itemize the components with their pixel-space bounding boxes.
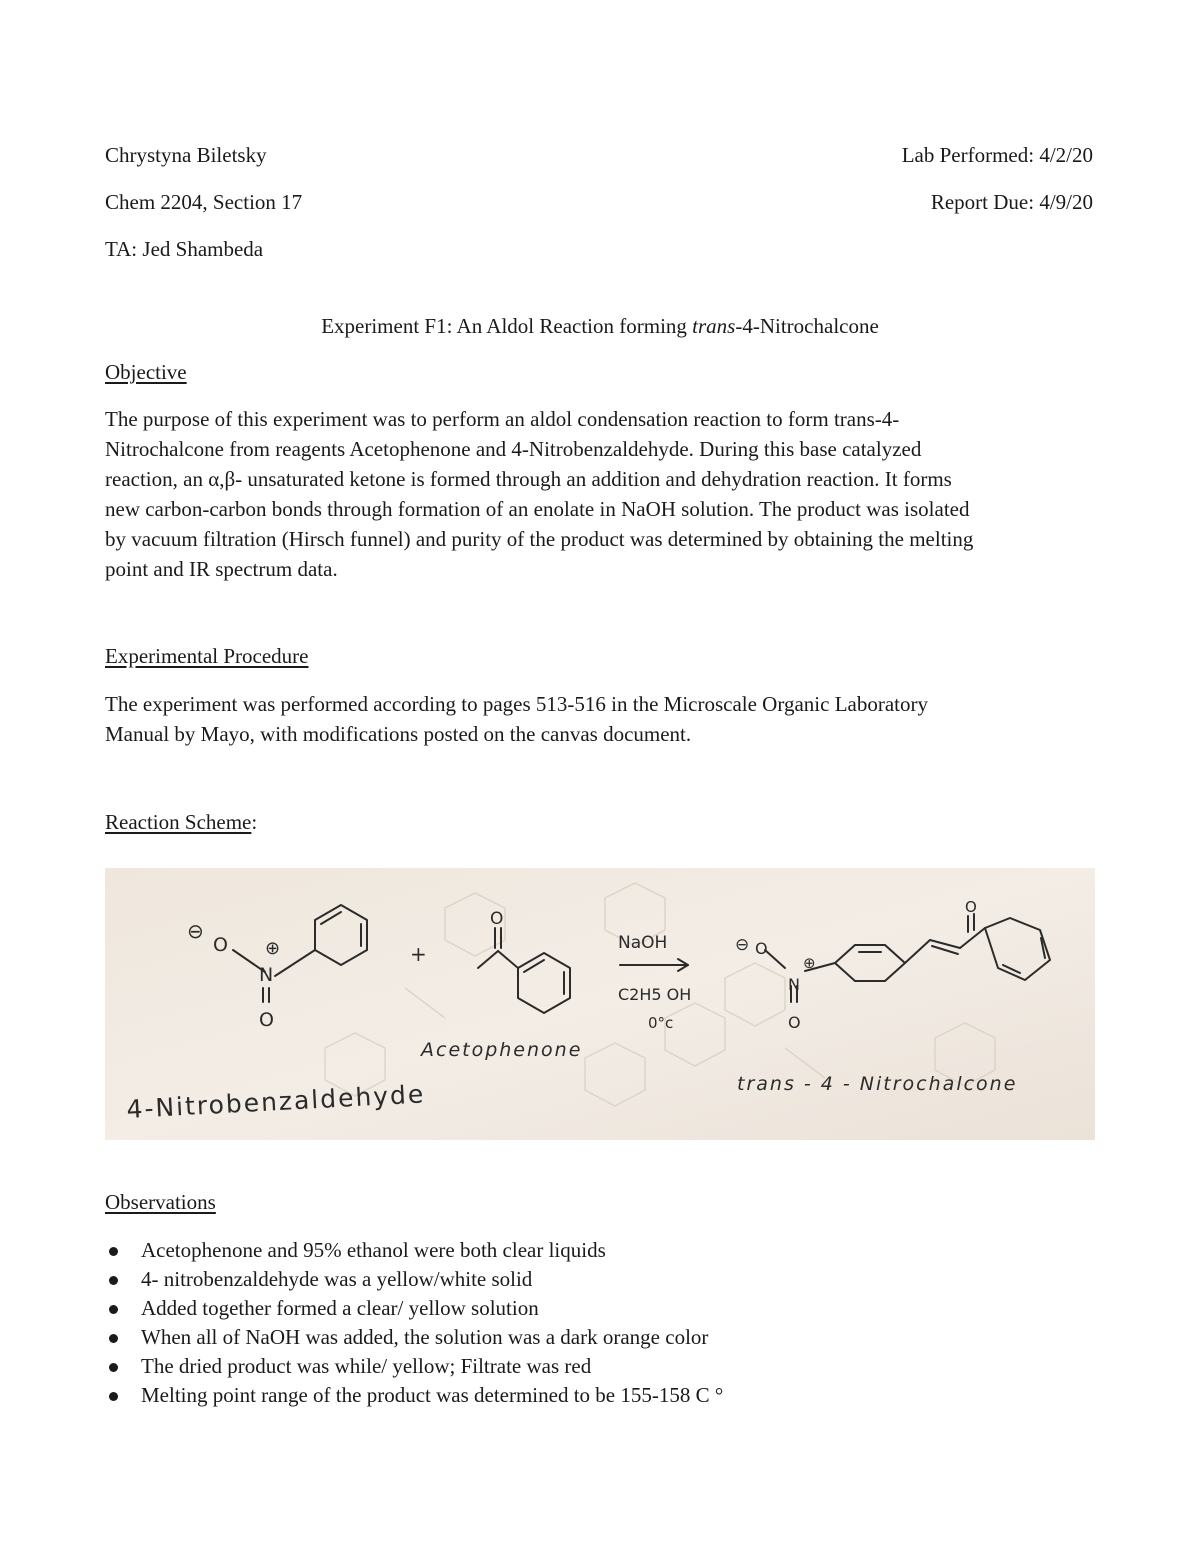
list-item [105, 1294, 723, 1323]
reactant-1-name: 4-Nitrobenzaldehyde [125, 1079, 426, 1124]
procedure-paragraph [105, 689, 1095, 749]
bullet-icon [109, 1305, 118, 1314]
list-item [105, 1236, 723, 1265]
bullet-icon [109, 1276, 118, 1285]
objective-line: reaction, an α,β- unsaturated ketone is formed through an addition and dehydration reaction. It forms [105, 467, 952, 491]
list-item [105, 1265, 723, 1294]
observation-text: Melting point range of the product was determined to be 155-158 C ° [141, 1383, 724, 1407]
plus-charge-label: ⊕ [803, 954, 816, 972]
temperature-label: 0°c [648, 1014, 674, 1032]
reaction-scheme-drawing [105, 868, 1095, 1140]
list-item [105, 1323, 723, 1352]
plus-charge-label: ⊕ [265, 938, 281, 959]
oxygen-label: O [965, 898, 977, 916]
observation-text: Added together formed a clear/ yellow solution [141, 1296, 539, 1320]
procedure-line: The experiment was performed according to pages 513-516 in the Microscale Organic Laboratory [105, 692, 928, 716]
oxygen-label: O [755, 939, 768, 958]
observations-heading: Observations [105, 1190, 216, 1214]
objective-line: The purpose of this experiment was to perform an aldol condensation reaction to form trans-4- [105, 407, 900, 431]
observation-text: Acetophenone and 95% ethanol were both clear liquids [141, 1238, 606, 1262]
observation-text: The dried product was while/ yellow; Filtrate was red [141, 1354, 592, 1378]
nitrogen-label: N [259, 964, 274, 986]
objective-line: point and IR spectrum data. [105, 557, 338, 581]
bullet-icon [109, 1392, 118, 1401]
objective-line: by vacuum filtration (Hirsch funnel) and purity of the product was determined by obtaining the melting [105, 527, 974, 551]
procedure-heading: Experimental Procedure [105, 644, 309, 668]
objective-paragraph [105, 404, 1095, 584]
list-item [105, 1352, 723, 1381]
reaction-scheme-heading-text: Reaction Scheme [105, 810, 252, 834]
oxygen-label: O [259, 1009, 274, 1031]
bullet-icon [109, 1247, 118, 1256]
title-text-start: Experiment F1: An Aldol Reaction forming [321, 314, 693, 338]
ta-name: TA: Jed Shambeda [105, 237, 264, 261]
objective-line: new carbon-carbon bonds through formation of an enolate in NaOH solution. The product was isolated [105, 497, 970, 521]
title-text-end: -4-Nitrochalcone [735, 314, 879, 338]
oxygen-label: O [490, 909, 504, 929]
reaction-scheme-heading [105, 810, 257, 835]
solvent-label: C2H5 OH [618, 985, 692, 1004]
page-title [0, 314, 1200, 339]
product-name: trans - 4 - Nitrochalcone [737, 1073, 1018, 1095]
reaction-scheme-image [105, 868, 1095, 1140]
objective-heading: Objective [105, 360, 187, 384]
observation-text: 4- nitrobenzaldehyde was a yellow/white solid [141, 1267, 533, 1291]
minus-charge-label: ⊖ [735, 935, 750, 955]
plus-sign: + [410, 942, 427, 966]
report-due-date: Report Due: 4/9/20 [930, 190, 1093, 214]
objective-line: Nitrochalcone from reagents Acetophenone and 4-Nitrobenzaldehyde. During this base catalyzed [105, 437, 922, 461]
course-section: Chem 2204, Section 17 [105, 190, 303, 214]
observations-list [105, 1236, 723, 1410]
list-item [105, 1381, 723, 1410]
reagent-label: NaOH [618, 933, 668, 953]
title-italic: trans [692, 314, 736, 338]
reactant-2-name: Acetophenone [421, 1039, 583, 1061]
observation-text: When all of NaOH was added, the solution was a dark orange color [141, 1325, 709, 1349]
reaction-scheme-colon: : [251, 810, 258, 834]
lab-performed-date: Lab Performed: 4/2/20 [901, 143, 1093, 167]
procedure-line: Manual by Mayo, with modifications posted on the canvas document. [105, 722, 692, 746]
nitrogen-label: N [788, 975, 800, 994]
oxygen-label: O [213, 934, 228, 956]
bullet-icon [109, 1334, 118, 1343]
oxygen-label: O [788, 1013, 801, 1032]
minus-charge-label: ⊖ [187, 919, 204, 943]
bullet-icon [109, 1363, 118, 1372]
author-name: Chrystyna Biletsky [105, 143, 267, 167]
